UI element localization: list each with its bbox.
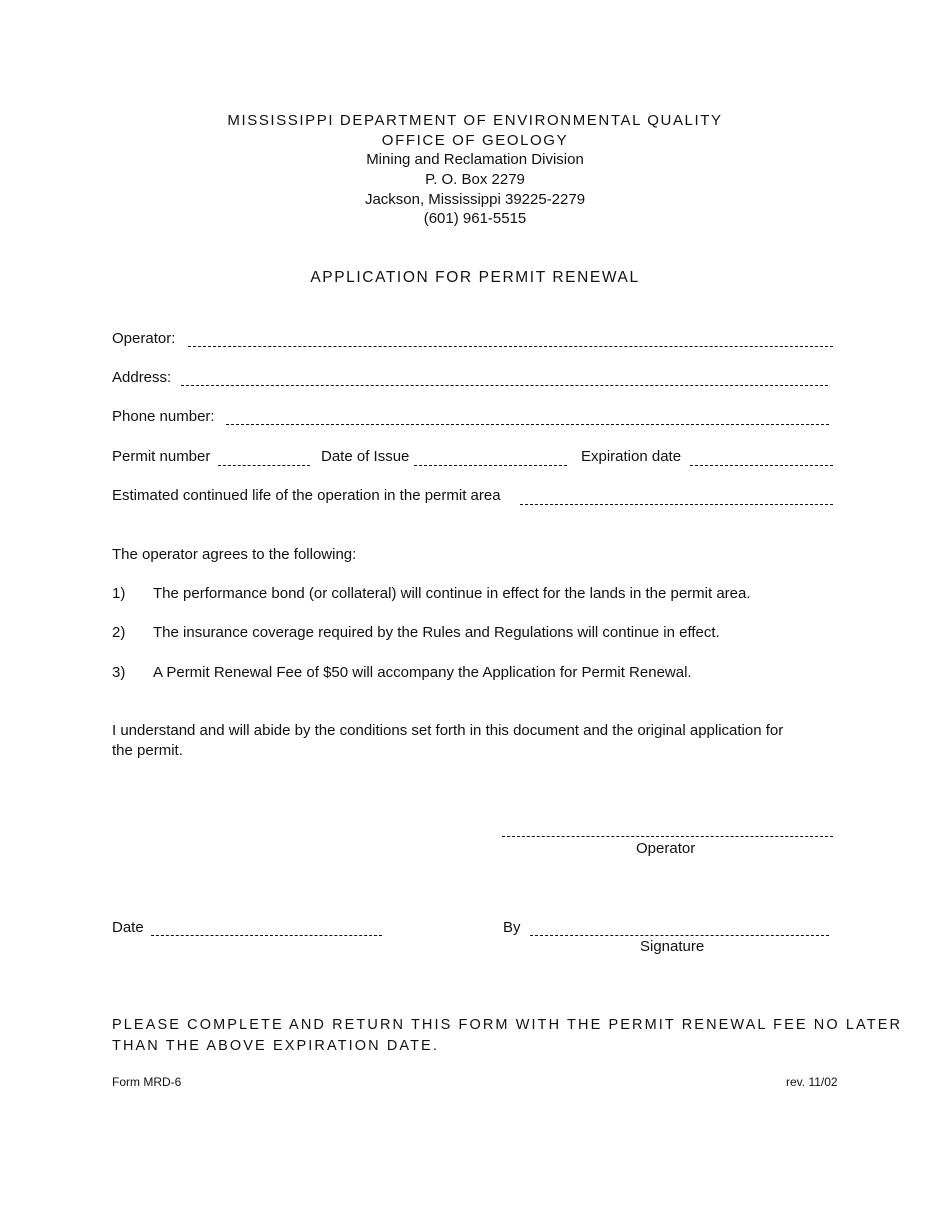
address-field[interactable] [181, 384, 828, 386]
operator-label: Operator: [112, 330, 176, 347]
life-field[interactable] [520, 503, 833, 505]
permit-number-label: Permit number [112, 448, 211, 465]
life-label: Estimated continued life of the operation in the permit area [112, 487, 501, 504]
date-of-issue-label: Date of Issue [321, 448, 410, 465]
date-of-issue-field[interactable] [414, 464, 567, 466]
revision: rev. 11/02 [786, 1075, 838, 1089]
agreement-intro: The operator agrees to the following: [112, 546, 357, 563]
operator-caption: Operator [636, 840, 696, 857]
statement-line-2: the permit. [112, 742, 183, 759]
agreement-item-2-num: 2) [112, 624, 126, 641]
agreement-item-1-num: 1) [112, 585, 126, 602]
phone-label: Phone number: [112, 408, 215, 425]
expiration-field[interactable] [690, 464, 833, 466]
permit-number-field[interactable] [218, 464, 310, 466]
signature-caption: Signature [640, 938, 705, 955]
signature-field[interactable] [530, 934, 829, 936]
date-label: Date [112, 919, 144, 936]
notice-line-1: PLEASE COMPLETE AND RETURN THIS FORM WITH THE PERMIT RENEWAL FEE NO LATER [112, 1017, 903, 1033]
office-name: OFFICE OF GEOLOGY [381, 132, 569, 149]
operator-signature-field[interactable] [502, 835, 833, 837]
agency-phone: (601) 961-5515 [423, 210, 527, 227]
city-address: Jackson, Mississippi 39225-2279 [364, 191, 586, 208]
agreement-item-3-text: A Permit Renewal Fee of $50 will accompany the Application for Permit Renewal. [153, 664, 692, 681]
form-id: Form MRD-6 [112, 1075, 182, 1089]
division-name: Mining and Reclamation Division [366, 151, 584, 168]
notice-line-2: THAN THE ABOVE EXPIRATION DATE. [112, 1038, 439, 1054]
phone-field[interactable] [226, 423, 829, 425]
address-label: Address: [112, 369, 172, 386]
agency-name: MISSISSIPPI DEPARTMENT OF ENVIRONMENTAL QUALITY [227, 112, 723, 129]
statement-line-1: I understand and will abide by the conditions set forth in this document and the original application for [112, 722, 784, 739]
agreement-item-2-text: The insurance coverage required by the Rules and Regulations will continue in effect. [153, 624, 720, 641]
by-label: By [503, 919, 521, 936]
date-field[interactable] [151, 934, 382, 936]
agreement-item-3-num: 3) [112, 664, 126, 681]
operator-field[interactable] [188, 345, 833, 347]
po-box: P. O. Box 2279 [425, 171, 525, 188]
page-title: APPLICATION FOR PERMIT RENEWAL [310, 269, 640, 286]
agreement-item-1-text: The performance bond (or collateral) will continue in effect for the lands in the permit area. [153, 585, 751, 602]
expiration-label: Expiration date [581, 448, 682, 465]
